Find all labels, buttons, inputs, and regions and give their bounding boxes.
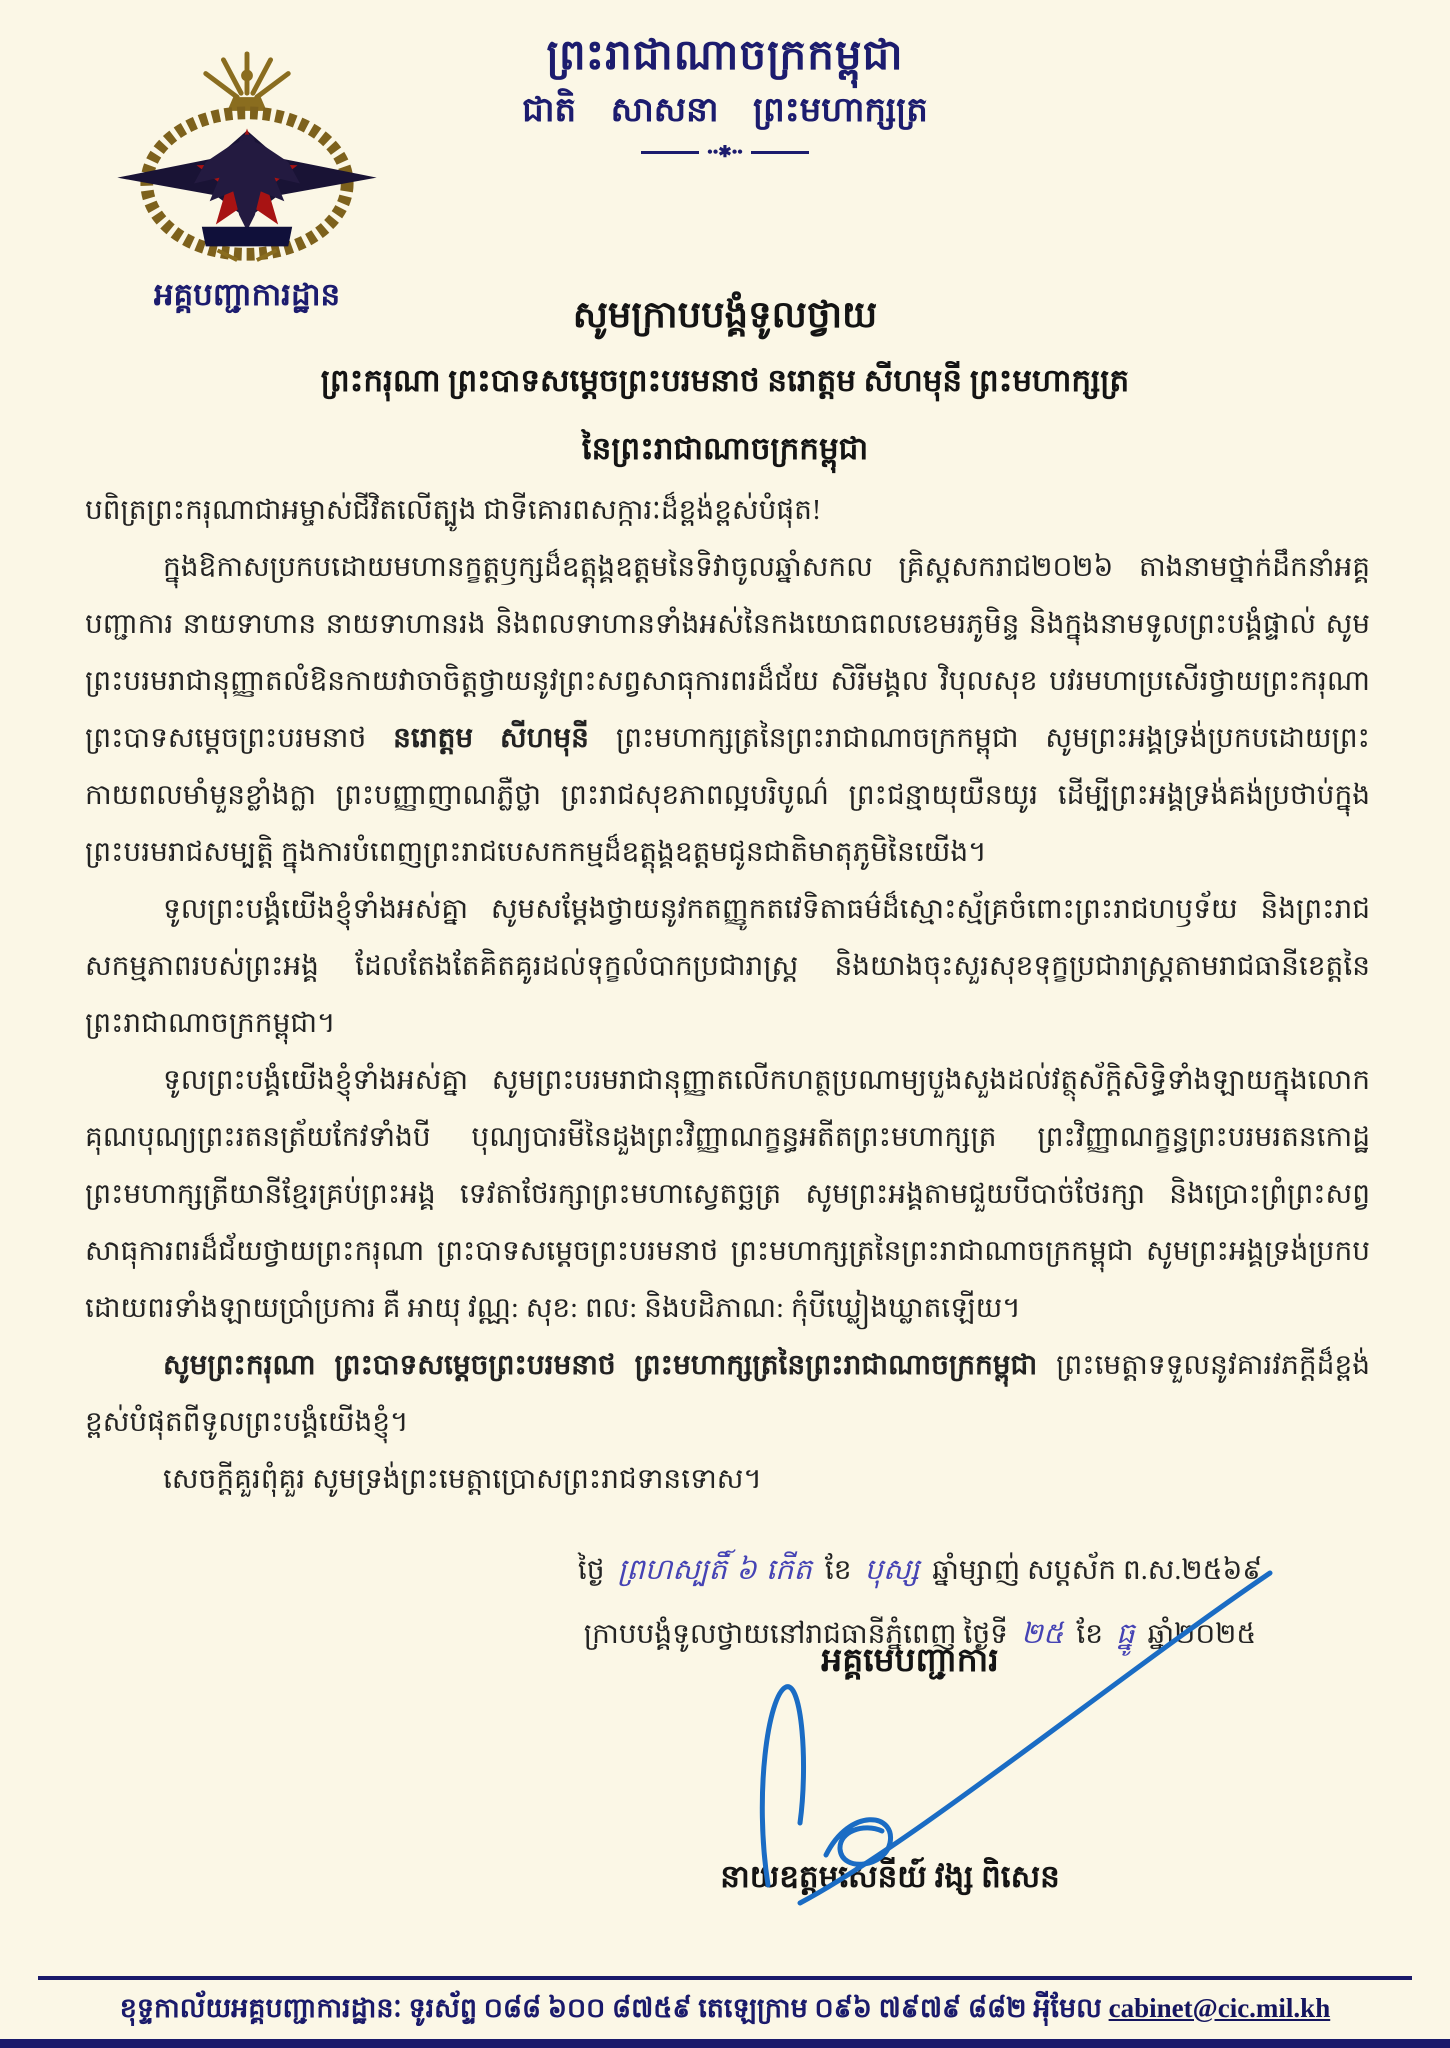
civil-date-month-label: ខែ [1076, 1619, 1104, 1650]
lunar-date-prefix: ថ្ងៃ [577, 1555, 605, 1586]
letter-submit-title: សូមក្រាបបង្គំទូលថ្វាយ [572, 295, 878, 336]
paragraph-1 [85, 539, 1370, 881]
civil-date-prefix: ក្រាបបង្គំទូលថ្វាយនៅរាជធានីភ្នំពេញ ថ្ងៃទី [583, 1619, 1008, 1650]
handwritten-lunar-day: ព្រហស្បតិ៍ ៦ កើត [617, 1552, 812, 1586]
paragraph-3: ទូលព្រះបង្គំយើងខ្ញុំទាំងអស់គ្នា សូមព្រះបរមរាជានុញ្ញាតលើកហត្ថប្រណាម្យបួងសួងដល់វត្ថុស័ក្តិសិទ្ធិទាំងឡាយក្នុងលោក គុណបុណ្យព្រះរតនត្រ័យកែវទាំងបី បុណ្យបារមីនៃដួងព្រះវិញ្ញាណក្ខន្ធអតីតព្រះមហាក្សត្រ ព្រះវិញ្ញាណក្ខន្ធព្រះបរមរតនកោដ្ឋ ព្រះមហាក្សត្រីយានីខ្មែរគ្រប់ព្រះអង្គ ទេវតាថែរក្សាព្រះមហាស្វេតច្ឆត្រ សូមព្រះអង្គតាមជួយបីបាច់ថែរក្សា និងប្រោះព្រំព្រះសព្វសាធុការពរដ៏ជ័យថ្វាយព្រះករុណា ព្រះបាទសម្តេចព្រះបរមនាថ ព្រះមហាក្សត្រនៃព្រះរាជាណាចក្រកម្ពុជា សូមព្រះអង្គទ្រង់ប្រកបដោយពរទាំងឡាយប្រាំប្រការ គឺ អាយុ វណ្ណ: សុខ: ពល: និងបដិភាណ: កុំបីឃ្លៀងឃ្លាតឡើយ។ [85, 1065, 1370, 1324]
ornament-rule-right [751, 151, 809, 154]
bottom-border-band [0, 2039, 1450, 2048]
lunar-date-line [480, 1538, 1360, 1602]
handwritten-lunar-month: បុស្ស [864, 1552, 920, 1586]
request-line-bold: សូមព្រះករុណា ព្រះបាទសម្តេចព្រះបរមនាថ ព្រះមហាក្សត្រនៃព្រះរាជាណាចក្រកម្ពុជា [163, 1350, 1038, 1381]
high-command-emblem-block [92, 48, 402, 321]
letter-body [85, 482, 1370, 1508]
paragraph-4 [85, 1337, 1370, 1451]
high-command-label: អគ្គបញ្ជាការដ្ឋាន [153, 277, 341, 312]
kingdom-title: ព្រះរាជាណាចក្រកម្ពុជា [546, 33, 904, 79]
ornament-glyph: ••✱•• [707, 144, 743, 161]
royal-name-bold: នរោត្តម សីហមុនី [393, 723, 589, 754]
national-motto: ជាតិ សាសនា ព្រះមហាក្សត្រ [522, 92, 928, 129]
handwritten-civil-day: ២៥ [1020, 1616, 1064, 1650]
request-line-rest: ព្រះមេត្តាទទួលនូវគារវភក្តីដ៏ខ្ពង់ខ្ពស់បំផុតពីទូលព្រះបង្គំយើងខ្ញុំ។ [85, 1350, 1371, 1438]
paragraph-1-text-a: ក្នុងឱកាសប្រកបដោយមហានក្ខត្តឫក្សដ៏ឧត្តុង្គឧត្តមនៃទិវាចូលឆ្នាំសកល គ្រិស្តសករាជ២០២៦ តាងនាមថ្នាក់ដឹកនាំអគ្គបញ្ជាការ នាយទាហាន នាយទាហានរង និងពលទាហានទាំងអស់នៃកងយោធពលខេមរភូមិន្ទ និងក្នុងនាមទូលព្រះបង្គំផ្ទាល់ សូមព្រះបរមរាជានុញ្ញាតលំឱនកាយវាចាចិត្តថ្វាយនូវព្រះសព្វសាធុការពរដ៏ជ័យ សិរីមង្គល វិបុលសុខ បវរមហាប្រសើរថ្វាយព្រះករុណា ព្រះបាទសម្តេចព្រះបរមនាថ [85, 552, 1370, 754]
footer-contact-info: ខុទ្ទកាល័យអគ្គបញ្ជាការដ្ឋានៈ ទូរស័ព្ទ ០៨៨ ៦០០ ៨៧៥៩ តេឡេក្រាម ០៩៦ ៧៩៧៩ ៨៨២ អុីមែល [119, 1993, 1102, 2023]
footer-email: cabinet@cic.mil.kh [1108, 1993, 1331, 2023]
signer-name: នាយឧត្តមសេនីយ៍ វង្ស ពិសេន [720, 1859, 1060, 1894]
civil-date-suffix: ឆ្នាំ២០២៥ [1147, 1619, 1257, 1650]
ornament-rule-left [641, 151, 699, 154]
lunar-date-month-label: ខែ [824, 1555, 852, 1586]
footer-contact-bar [38, 1976, 1412, 2031]
salutation-line: បពិត្រព្រះករុណាជាអម្ចាស់ជីវិតលើត្បូង ជាទីគោរពសក្ការៈដ៏ខ្ពង់ខ្ពស់បំផុត! [85, 495, 822, 526]
paragraph-1-text-b: ព្រះមហាក្សត្រនៃព្រះរាជាណាចក្រកម្ពុជា សូមព្រះអង្គទ្រង់ប្រកបដោយព្រះកាយពលមាំមួនខ្លាំងក្លា ព្រះបញ្ញាញាណភ្លឺថ្លា ព្រះរាជសុខភាពល្អបរិបូណ៌ ព្រះជន្មាយុយឺនយូរ ដើម្បីព្រះអង្គទ្រង់គង់ប្រថាប់ក្នុងព្រះបរមរាជសម្បត្តិ ក្នុងការបំពេញព្រះរាជបេសកកម្មដ៏ឧត្តុង្គឧត្តមជូនជាតិមាតុភូមិនៃយើង។ [85, 723, 1370, 868]
paragraph-2: ទូលព្រះបង្គំយើងខ្ញុំទាំងអស់គ្នា សូមសម្តែងថ្វាយនូវកតញ្ញូកតវេទិតាធម៌ដ៏ស្មោះស្ម័គ្រចំពោះព្រះរាជហឫទ័យ និងព្រះរាជសកម្មភាពរបស់ព្រះអង្គ ដែលតែងតែគិតគូរដល់ទុក្ខលំបាកប្រជារាស្ត្រ និងយាងចុះសួរសុខទុក្ខប្រជារាស្ត្រតាមរាជធានីខេត្តនៃព្រះរាជាណាចក្រកម្ពុជា។ [85, 894, 1370, 1039]
addressee-king-name: ព្រះករុណា ព្រះបាទសម្តេចព្រះបរមនាថ នរោត្តម សីហមុនី ព្រះមហាក្សត្រ [320, 363, 1130, 398]
armed-forces-emblem-icon [97, 48, 397, 270]
lunar-date-suffix: ឆ្នាំម្សាញ់ សប្តស័ក ព.ស.២៥៦៩ [932, 1555, 1263, 1586]
handwritten-civil-month: ធ្នូ [1116, 1616, 1135, 1650]
addressee-kingdom: នៃព្រះរាជាណាចក្រកម្ពុជា [581, 431, 869, 466]
paragraph-5-closing: សេចក្តីគួរពុំគួរ សូមទ្រង់ព្រះមេត្តាប្រោសព្រះរាជទានទោស។ [163, 1464, 762, 1495]
commander-in-chief-title: អគ្គមេបញ្ជាការ [821, 1643, 999, 1679]
